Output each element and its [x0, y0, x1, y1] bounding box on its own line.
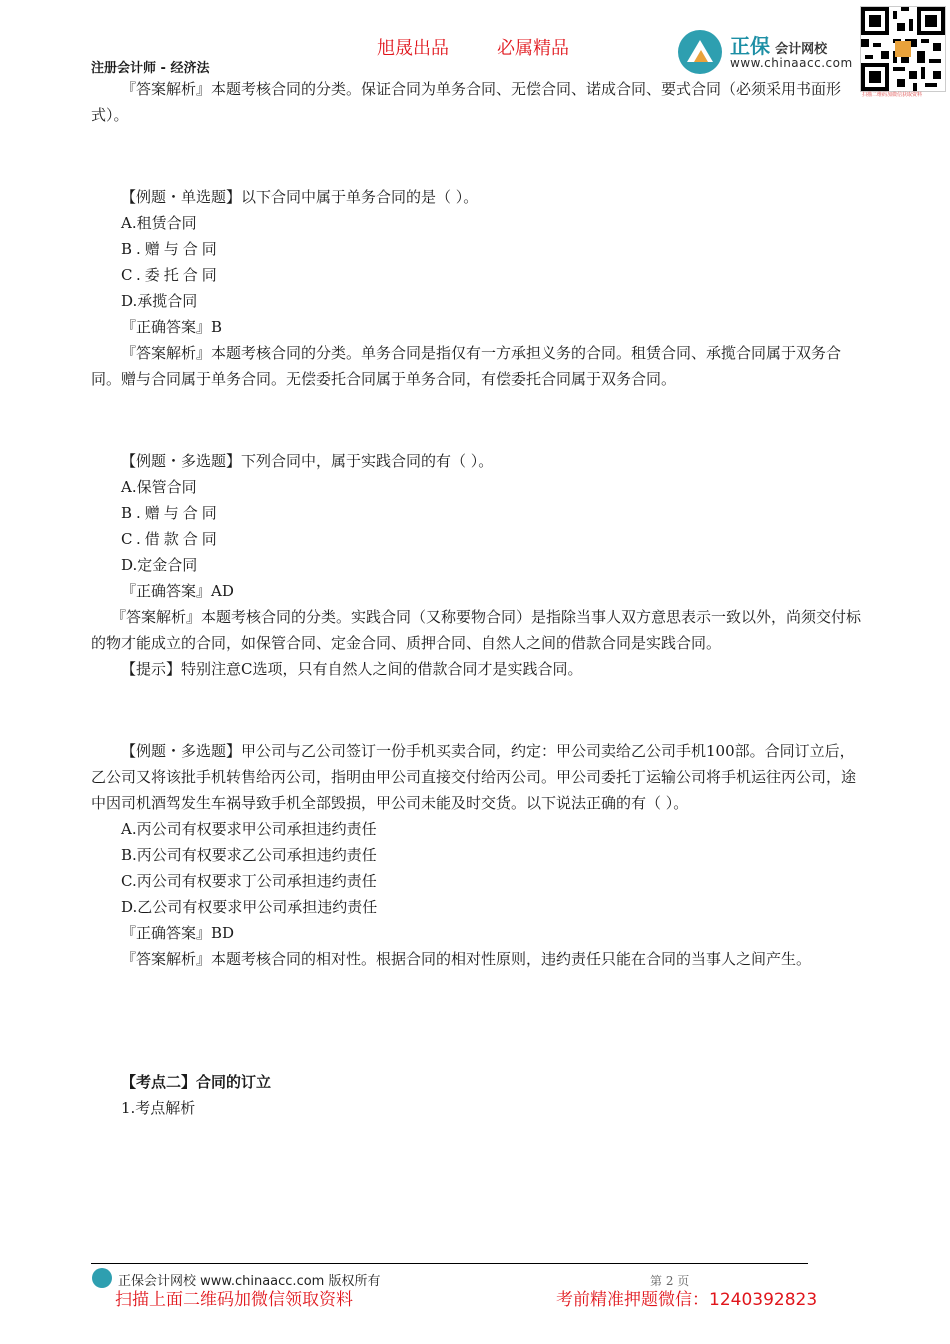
- option-line: D.定金合同: [121, 556, 198, 574]
- question-title: [91, 738, 861, 816]
- banner-left: 旭晟出品: [377, 38, 449, 59]
- course-title: 注册会计师 - 经济法: [91, 61, 210, 76]
- option-line: A.丙公司有权要求甲公司承担违约责任: [121, 820, 377, 838]
- question-tag: 【例题・单选题】: [121, 188, 242, 206]
- tip-tag: 【提示】: [121, 660, 182, 678]
- question-text: 甲公司与乙公司签订一份手机买卖合同，约定：甲公司卖给乙公司手机100部。合同订立后，乙公司又将该批手机转售给丙公司，指明由甲公司直接交付给丙公司。甲公司委托丁运输公司将手机运往丙公司，途中因司机酒驾发生车祸导致手机全部毁损，甲公司未能及时交货。以下说法正确的有（ ）。: [91, 742, 857, 812]
- footer-promo-right: 考前精准押题微信：1240392823: [556, 1290, 818, 1310]
- question-title: [91, 448, 861, 474]
- spacer: [91, 407, 861, 433]
- question-title: [91, 184, 861, 210]
- question-text: 以下合同中属于单务合同的是（ ）。: [241, 188, 479, 206]
- option-line: D.承揽合同: [121, 292, 198, 310]
- option-line: D.乙公司有权要求甲公司承担违约责任: [121, 898, 378, 916]
- option-line: 1.考点解析: [121, 1099, 196, 1117]
- logo-name-sub: 会计网校: [775, 42, 828, 57]
- option-line: 『正确答案』AD: [121, 582, 234, 600]
- question-tag: 【例题・多选题】: [121, 452, 242, 470]
- analysis-paragraph: 『答案解析』本题考核合同的分类。实践合同（又称要物合同）是指除当事人双方意思表示一致以外，尚须交付标的物才能成立的合同，如保管合同、定金合同、质押合同、自然人之间的借款合同是实践合同。: [91, 608, 862, 652]
- option-line: C.借款合同: [121, 530, 221, 548]
- footer-copyright: 正保会计网校 www.chinaacc.com 版权所有: [118, 1274, 381, 1289]
- section-heading: 【考点二】合同的订立: [121, 1073, 272, 1091]
- question-text: 下列合同中，属于实践合同的有（ ）。: [241, 452, 494, 470]
- option-line: B.丙公司有权要求乙公司承担违约责任: [121, 846, 377, 864]
- spacer: [91, 987, 861, 1013]
- spacer: [91, 143, 861, 169]
- footer-logo-icon: [92, 1268, 112, 1288]
- tip-paragraph: [91, 656, 861, 682]
- spacer: [91, 1028, 861, 1054]
- option-line: B.赠与合同: [121, 504, 221, 522]
- page-number: 第 2 页: [650, 1274, 690, 1288]
- banner-right: 必属精品: [497, 38, 569, 59]
- option-line: A.租赁合同: [121, 214, 197, 232]
- option-line: C.委托合同: [121, 266, 221, 284]
- option-line: A.保管合同: [121, 478, 197, 496]
- analysis-paragraph: 『答案解析』本题考核合同的相对性。根据合同的相对性原则，违约责任只能在合同的当事人之间产生。: [121, 950, 812, 968]
- analysis-paragraph: 『答案解析』本题考核合同的分类。保证合同为单务合同、无偿合同、诺成合同、要式合同（必须采用书面形式）。: [91, 80, 842, 124]
- question-tag: 【例题・多选题】: [121, 742, 242, 760]
- spacer: [91, 697, 861, 723]
- analysis-paragraph: 『答案解析』本题考核合同的分类。单务合同是指仅有一方承担义务的合同。租赁合同、承揽合同属于双务合同。赠与合同属于单务合同。无偿委托合同属于单务合同，有偿委托合同属于双务合同。: [91, 344, 842, 388]
- logo-url: www.chinaacc.com: [730, 56, 853, 70]
- logo-mark-icon: [678, 30, 722, 74]
- footer-promo-left: 扫描上面二维码加微信领取资料: [115, 1290, 353, 1310]
- logo-name: [730, 30, 827, 59]
- option-line: C.丙公司有权要求丁公司承担违约责任: [121, 872, 377, 890]
- logo-name-main: 正保: [730, 34, 770, 58]
- tip-text: 特别注意C选项，只有自然人之间的借款合同才是实践合同。: [181, 660, 583, 678]
- qr-code-icon: [860, 6, 946, 92]
- footer-divider: [91, 1263, 808, 1264]
- qr-caption: 扫描二维码加微信获取资料: [862, 92, 923, 98]
- option-line: B.赠与合同: [121, 240, 221, 258]
- brand-logo: [678, 28, 854, 76]
- option-line: 『正确答案』B: [121, 318, 223, 336]
- document-body: [91, 76, 861, 1121]
- option-line: 『正确答案』BD: [121, 924, 235, 942]
